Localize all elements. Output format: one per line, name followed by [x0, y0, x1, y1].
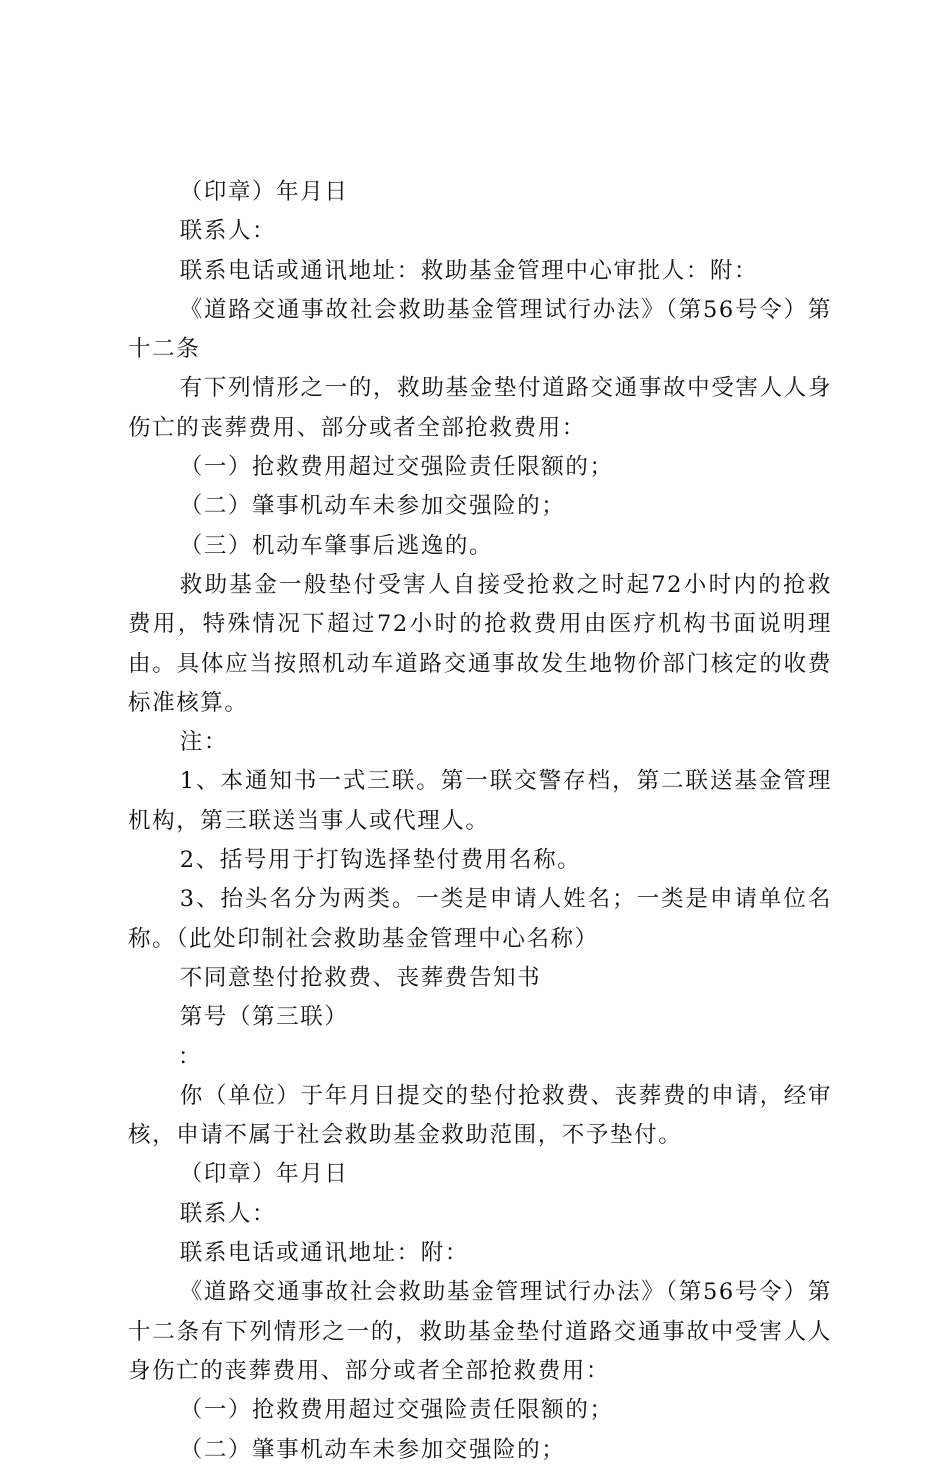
regulation-item-2: （二）肇事机动车未参加交强险的；: [179, 493, 566, 520]
notes-heading: 注：: [179, 729, 228, 756]
contact-person-line: 联系人：: [179, 218, 277, 245]
note-1: 1、本通知书一式三联。第一联交警存档，第二联送基金管理机构，第三联送当事人或代理人。: [128, 768, 832, 834]
regulation-item-3: （三）机动车肇事后逃逸的。: [179, 532, 494, 559]
contact-address-line-2: 联系电话或通讯地址：附：: [179, 1240, 469, 1267]
notice-title: 不同意垫付抢救费、丧葬费告知书: [179, 964, 542, 991]
notice-number-line: 第号（第三联）: [179, 1004, 349, 1031]
regulation-item-1-repeat: （一）抢救费用超过交强险责任限额的；: [179, 1397, 614, 1424]
advance-payment-paragraph: 救助基金一般垫付受害人自接受抢救之时起72小时内的抢救费用，特殊情况下超过72小时的抢救费用由医疗机构书面说明理由。具体应当按照机动车道路交通事故发生地物价部门核定的收费标准核算。: [128, 571, 832, 716]
addressee-line: ：: [178, 1043, 203, 1070]
regulation-item-2-repeat: （二）肇事机动车未参加交强险的；: [179, 1436, 566, 1463]
notice-body: 你（单位）于年月日提交的垫付抢救费、丧葬费的申请，经审核，申请不属于社会救助基金救助范围，不予垫付。: [128, 1082, 832, 1149]
document-body: [128, 173, 832, 1470]
contact-address-line: 联系电话或通讯地址：救助基金管理中心审批人：附：: [179, 257, 759, 284]
regulation-item-1: （一）抢救费用超过交强险责任限额的；: [179, 454, 614, 481]
regulation-citation: 《道路交通事故社会救助基金管理试行办法》（第56号令）第十二条: [128, 296, 832, 363]
seal-date-line-2: （印章）年月日: [179, 1161, 349, 1188]
note-2: 2、括号用于打钩选择垫付费用名称。: [179, 847, 582, 874]
contact-person-line-2: 联系人：: [179, 1200, 277, 1227]
regulation-paragraph: 有下列情形之一的，救助基金垫付道路交通事故中受害人人身伤亡的丧葬费用、部分或者全部抢救费用：: [128, 375, 832, 441]
note-3: 3、抬头名分为两类。一类是申请人姓名；一类是申请单位名称。（此处印制社会救助基金管理中心名称）: [128, 886, 832, 952]
seal-date-line: （印章）年月日: [179, 179, 349, 205]
regulation-citation-2: 《道路交通事故社会救助基金管理试行办法》（第56号令）第十二条有下列情形之一的，救助基金垫付道路交通事故中受害人人身伤亡的丧葬费用、部分或者全部抢救费用：: [128, 1279, 832, 1384]
